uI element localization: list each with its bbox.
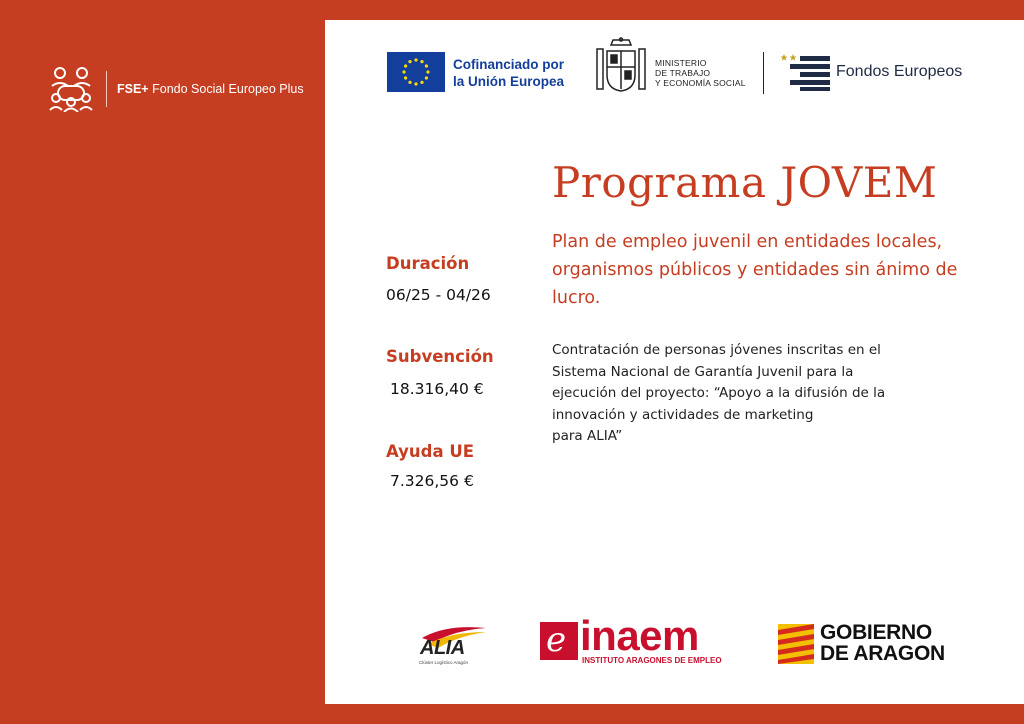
spain-crest-icon [593, 37, 649, 95]
gobierno-aragon-text [820, 622, 945, 664]
aragon-flag-icon [778, 624, 814, 664]
people-group-icon [48, 66, 94, 112]
fondos-europeos-icon [780, 54, 832, 92]
subsidy-value: 18.316,40 € [390, 380, 484, 398]
fse-divider [106, 71, 107, 107]
duration-label: Duración [386, 254, 470, 273]
eu-line-1: Cofinanciado por [453, 57, 564, 72]
page-subtitle: Plan de empleo juvenil en entidades locales, organismos públicos y entidades sin ánimo de lucro. [552, 232, 958, 308]
logo-divider [763, 52, 764, 94]
inaem-logo-mark [540, 622, 578, 660]
ministry-line-3: Y ECONOMÍA SOCIAL [655, 78, 746, 88]
alia-logo-subtitle: Clúster Logístico Aragón [419, 660, 469, 665]
eu-flag-icon [387, 52, 445, 92]
description-line-5: para ALIA” [552, 428, 623, 444]
gobierno-line-1: GOBIERNO [820, 621, 932, 644]
fse-label [117, 82, 304, 96]
description-line-3: ejecución del proyecto: “Apoyo a la difusión de la [552, 385, 886, 401]
eu-cofinanced-text [453, 56, 564, 90]
inaem-logo-subtitle: INSTITUTO ARAGONES DE EMPLEO [582, 656, 722, 665]
inaem-logo-letter: e [546, 620, 567, 660]
alia-logo-text: ALIA [420, 637, 465, 659]
page-title: Programa JOVEM [552, 158, 938, 207]
eu-aid-value: 7.326,56 € [390, 472, 474, 490]
fondos-europeos-label: Fondos Europeos [836, 63, 963, 80]
description-line-4: innovación y actividades de marketing [552, 406, 814, 423]
duration-value: 06/25 - 04/26 [386, 286, 491, 304]
fse-brand [48, 66, 304, 112]
description-line-2: Sistema Nacional de Garantía Juvenil para la [552, 363, 854, 380]
ministry-text [655, 58, 746, 88]
ministry-line-1: MINISTERIO [655, 58, 707, 68]
fse-name: Fondo Social Europeo Plus [152, 82, 304, 96]
subsidy-label: Subvención [386, 347, 494, 366]
inaem-logo-text: inaem [580, 612, 699, 659]
project-description [552, 340, 932, 448]
eu-aid-label: Ayuda UE [386, 442, 475, 461]
eu-stars-icon [387, 52, 445, 92]
description-line-1: Contratación de personas jóvenes inscritas en el [552, 342, 881, 358]
gobierno-line-2: DE ARAGON [820, 642, 945, 665]
eu-line-2: la Unión Europea [453, 74, 565, 89]
fse-bold-label: FSE+ [117, 82, 149, 96]
ministry-line-2: DE TRABAJO [655, 68, 711, 78]
